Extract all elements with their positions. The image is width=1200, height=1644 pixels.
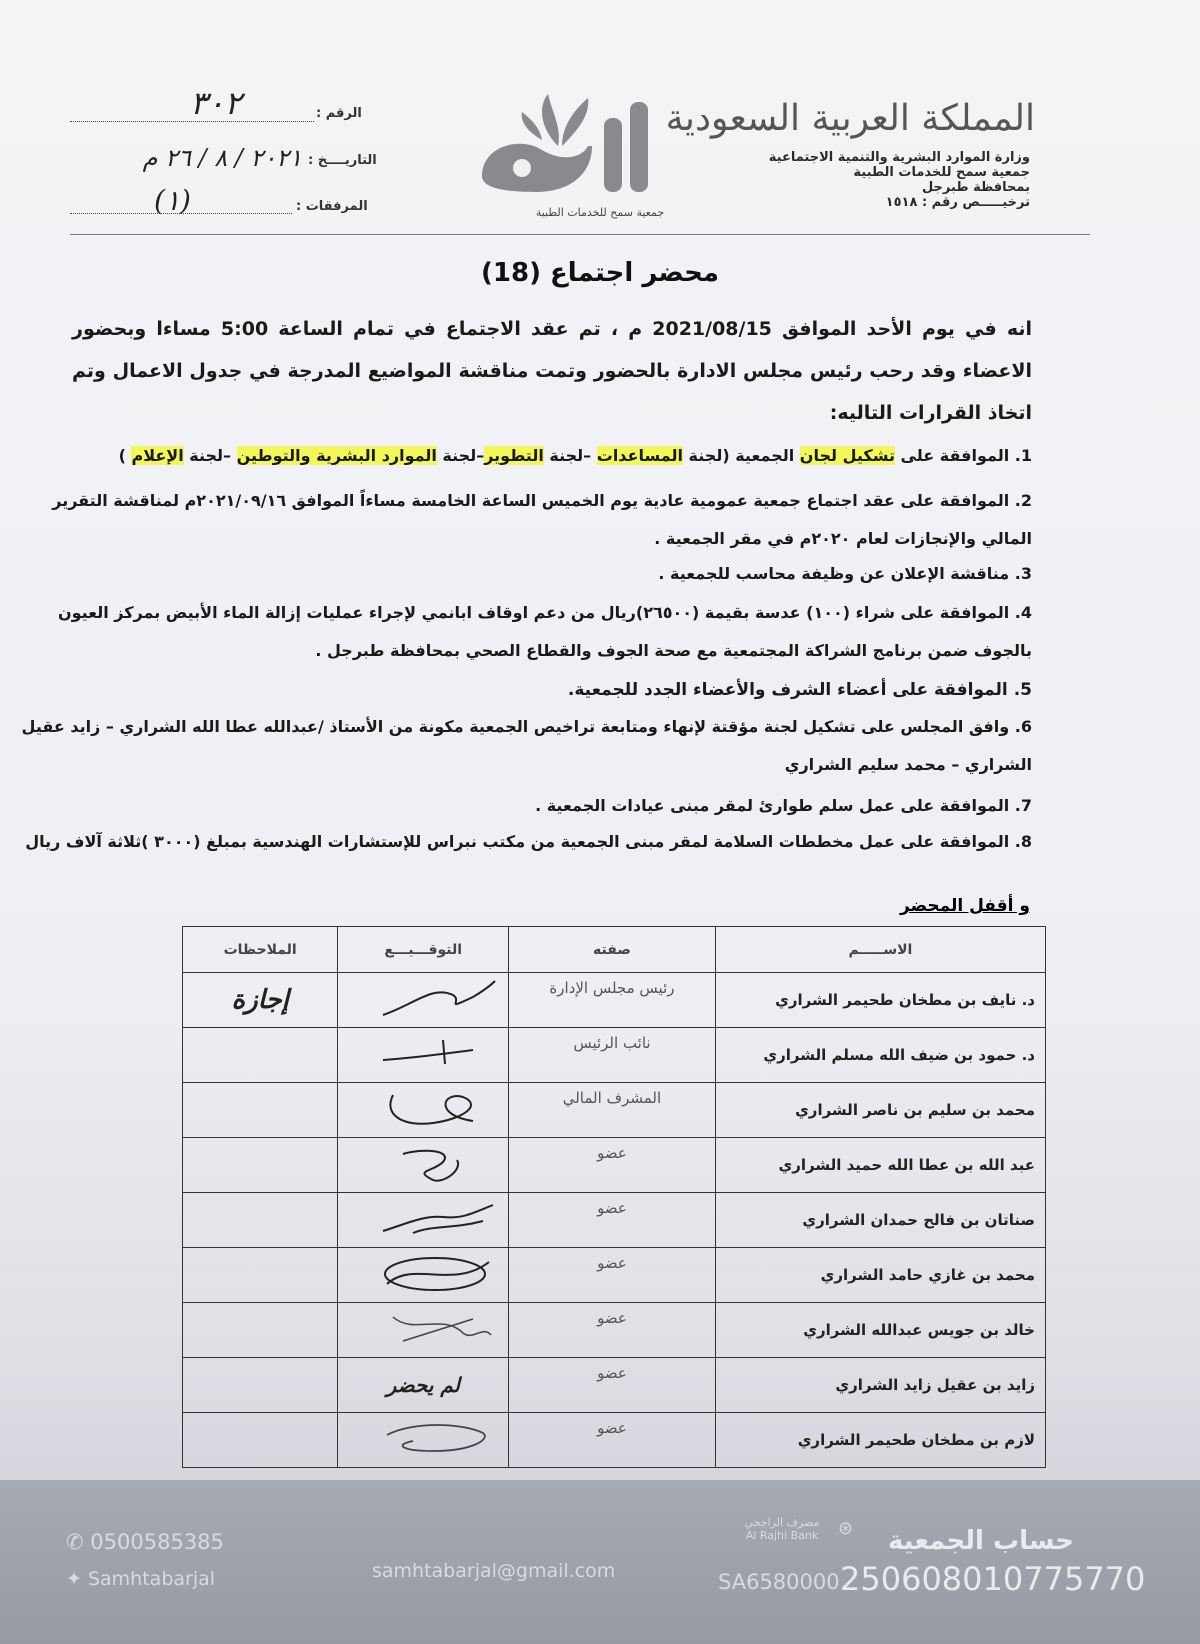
signature-cell <box>338 1303 509 1358</box>
governorate-line: بمحافظة طبرجل <box>921 180 1030 195</box>
decision-number: 4. <box>1014 603 1032 622</box>
table-row <box>183 1413 1046 1468</box>
decision-text: الموافقة على <box>894 446 1010 465</box>
signature-text: لم يحضر <box>338 1358 509 1413</box>
decision-item-2 <box>17 482 1032 558</box>
decision-number: 8. <box>1014 832 1032 851</box>
decision-text: مناقشة الإعلان عن وظيفة محاسب للجمعية . <box>658 564 1010 583</box>
signature-scribble <box>373 1195 498 1241</box>
signature-scribble <box>373 1415 498 1461</box>
table-row <box>183 1358 1046 1413</box>
decision-item-7 <box>17 796 1032 816</box>
member-note <box>183 1248 338 1303</box>
minutes-title: محضر اجتماع (18) <box>481 258 719 288</box>
signature-cell <box>338 973 509 1028</box>
decision-text: وافق المجلس على تشكيل لجنة مؤقتة لإنهاء ومتابعة تراخيص الجمعية مكونة من الأستاذ /عبدالله عطا الله الشراري – زايد عقيل الشراري – محمد سليم الشراري <box>21 717 1032 774</box>
member-name: لازم بن مطخان طحيمر الشراري <box>715 1413 1045 1468</box>
twitter-handle: Samhtabarjal <box>87 1568 216 1590</box>
signature-scribble <box>373 1140 498 1186</box>
decision-text: –لجنة <box>543 446 597 465</box>
attachments-label: المرفقات : <box>296 199 368 214</box>
member-note <box>183 1083 338 1138</box>
table-row <box>183 973 1046 1028</box>
attachments-handwritten: (١) <box>154 184 191 217</box>
signature-scribble <box>373 1305 498 1351</box>
iban-number: 250608010775770 <box>840 1560 1146 1598</box>
member-role: عضو <box>509 1138 716 1193</box>
intro-paragraph: انه في يوم الأحد الموافق 2021/08/15 م ، تم عقد الاجتماع في تمام الساعة 5:00 مساءا وبحضور الاعضاء وقد رحب رئيس مجلس الادارة بالحضور وتمت مناقشة المواضيع المدرجة في جدول الاعمال وتم اتخاذ القرارات التاليه: <box>72 318 1032 424</box>
member-name: د. نايف بن مطخان طحيمر الشراري <box>715 973 1045 1028</box>
phone-number: 0500585385 <box>90 1530 224 1554</box>
number-handwritten: ٣٠٢ <box>190 84 242 122</box>
signature-cell <box>338 1248 509 1303</box>
member-note <box>183 1028 338 1083</box>
signature-cell <box>338 1138 509 1193</box>
member-note <box>183 1358 338 1413</box>
member-role: رئيس مجلس الإدارة <box>509 973 716 1028</box>
table-row <box>183 1083 1046 1138</box>
decision-number: 7. <box>1014 796 1032 815</box>
header-signature: التوقـــيـــع <box>338 927 509 973</box>
member-note <box>183 1193 338 1248</box>
footer-band <box>0 1480 1200 1644</box>
decision-number: 6. <box>1014 717 1032 736</box>
signature-cell <box>338 1193 509 1248</box>
whatsapp-icon: ✆ <box>66 1530 84 1554</box>
association-logo <box>470 88 700 213</box>
decision-item-4 <box>17 594 1032 670</box>
decision-text: الموافقة على أعضاء الشرف والأعضاء الجدد للجمعية. <box>567 680 1008 700</box>
phone-row <box>66 1530 224 1554</box>
highlighted-text: التطوير <box>484 446 544 465</box>
highlighted-text: الموارد البشرية والتوطين <box>236 446 437 465</box>
association-line: جمعية سمح للخدمات الطبية <box>853 165 1030 180</box>
member-role: عضو <box>509 1303 716 1358</box>
decision-item-3 <box>17 564 1032 584</box>
member-name: زايد بن عقيل زايد الشراري <box>715 1358 1045 1413</box>
kingdom-calligraphy: المملكة العربية السعودية <box>665 98 1035 139</box>
account-label: حساب الجمعية <box>888 1526 1075 1556</box>
email-address: samhtabarjal@gmail.com <box>372 1560 616 1582</box>
iban-prefix: SA6580000 <box>718 1570 840 1594</box>
decision-text: –لجنة <box>183 446 237 465</box>
member-role: عضو <box>509 1413 716 1468</box>
bank-name-en: Al Rajhi Bank <box>745 1529 819 1542</box>
date-label: التاريــــخ : <box>308 153 377 168</box>
twitter-icon: ✦ <box>66 1568 82 1590</box>
signature-cell <box>338 1083 509 1138</box>
decision-text: الموافقة على شراء (١٠٠) عدسة بقيمة (٢٦٥٠٠)ريال من دعم اوقاف ابانمي لإجراء عمليات إزالة الماء الأبيض بمركز العيون بالجوف ضمن برنامج الشراكة المجتمعية مع صحة الجوف والقطاع الصحي بمحافظة طبرجل . <box>57 603 1032 660</box>
decision-text: الموافقة على عمل مخططات السلامة لمقر مبنى الجمعية من مكتب نبراس للإستشارات الهندسية بمبلغ (٣٠٠٠ )ثلاثة آلاف ريال <box>25 832 1010 851</box>
header-name: الاســـــم <box>715 927 1045 973</box>
organization-block <box>700 150 1030 210</box>
member-name: محمد بن غازي حامد الشراري <box>715 1248 1045 1303</box>
member-note <box>183 1303 338 1358</box>
member-note <box>183 1413 338 1468</box>
decision-item-6 <box>17 708 1032 784</box>
date-handwritten: ٢٠٢١ / ٨ / ٢٦ م <box>142 144 302 172</box>
member-name: خالد بن جويس عبدالله الشراري <box>715 1303 1045 1358</box>
member-role: عضو <box>509 1193 716 1248</box>
decision-number: 5. <box>1013 680 1032 700</box>
member-name: محمد بن سليم بن ناصر الشراري <box>715 1083 1045 1138</box>
signature-cell <box>338 1028 509 1083</box>
signature-cell <box>338 1413 509 1468</box>
decision-text: الموافقة على عقد اجتماع جمعية عمومية عادية يوم الخميس الساعة الخامسة مساءاً الموافق ٢٠٢١/٠٩/١٦م لمناقشة التقرير المالي والإنجازات لعام ٢٠٢٠م في مقر الجمعية . <box>52 491 1032 548</box>
header-role: صفته <box>509 927 716 973</box>
logo-mark-icon <box>470 88 700 213</box>
logo-caption: جمعية سمح للخدمات الطبية <box>535 206 665 219</box>
bank-name-ar: مصرف الراجحي <box>744 1516 820 1529</box>
twitter-row <box>66 1568 215 1590</box>
number-label: الرقم : <box>316 106 362 121</box>
highlighted-text: المساعدات <box>596 446 683 465</box>
bank-icon: ⊛ <box>838 1518 854 1539</box>
member-role: عضو <box>509 1248 716 1303</box>
decision-text: –لجنة <box>436 446 485 465</box>
member-note <box>183 1138 338 1193</box>
closing-line: و أقفل المحضر <box>900 896 1030 916</box>
decision-item-5 <box>17 680 1032 700</box>
bank-name <box>742 1516 822 1542</box>
header-divider <box>70 234 1090 235</box>
decision-text: الجمعية (لجنة <box>682 446 800 465</box>
member-role: نائب الرئيس <box>509 1028 716 1083</box>
signature-scribble <box>373 1030 498 1076</box>
signature-scribble <box>373 975 498 1021</box>
highlighted-text: الإعلام <box>131 446 184 465</box>
attendance-table <box>182 926 1046 1468</box>
member-note: إجازة <box>183 973 338 1028</box>
highlighted-text: تشكيل لجان <box>799 446 895 465</box>
decision-number: 3. <box>1014 564 1032 583</box>
decision-number: 1. <box>1014 446 1032 465</box>
member-role: عضو <box>509 1358 716 1413</box>
member-name: عبد الله بن عطا الله حميد الشراري <box>715 1138 1045 1193</box>
ministry-line: وزارة الموارد البشرية والتنمية الاجتماعية <box>768 150 1030 165</box>
decision-text: الموافقة على عمل سلم طوارئ لمقر مبنى عيادات الجمعية . <box>535 796 1010 815</box>
signature-scribble <box>373 1250 498 1296</box>
signature-scribble <box>373 1085 498 1131</box>
header-notes: الملاحظات <box>183 927 338 973</box>
table-row <box>183 1028 1046 1083</box>
member-name: د. حمود بن ضيف الله مسلم الشراري <box>715 1028 1045 1083</box>
table-row <box>183 1248 1046 1303</box>
decision-item-1 <box>17 446 1032 466</box>
table-header-row <box>183 927 1046 973</box>
table-row <box>183 1193 1046 1248</box>
license-line: ترخيـــــص رقم : ١٥١٨ <box>885 195 1030 210</box>
decisions-list <box>17 440 1032 860</box>
member-role: المشرف المالي <box>509 1083 716 1138</box>
member-name: صناتان بن فالح حمدان الشراري <box>715 1193 1045 1248</box>
decision-item-8 <box>17 832 1032 852</box>
decision-number: 2. <box>1014 491 1032 510</box>
table-row <box>183 1303 1046 1358</box>
table-row <box>183 1138 1046 1193</box>
decision-text: ) <box>118 446 132 465</box>
